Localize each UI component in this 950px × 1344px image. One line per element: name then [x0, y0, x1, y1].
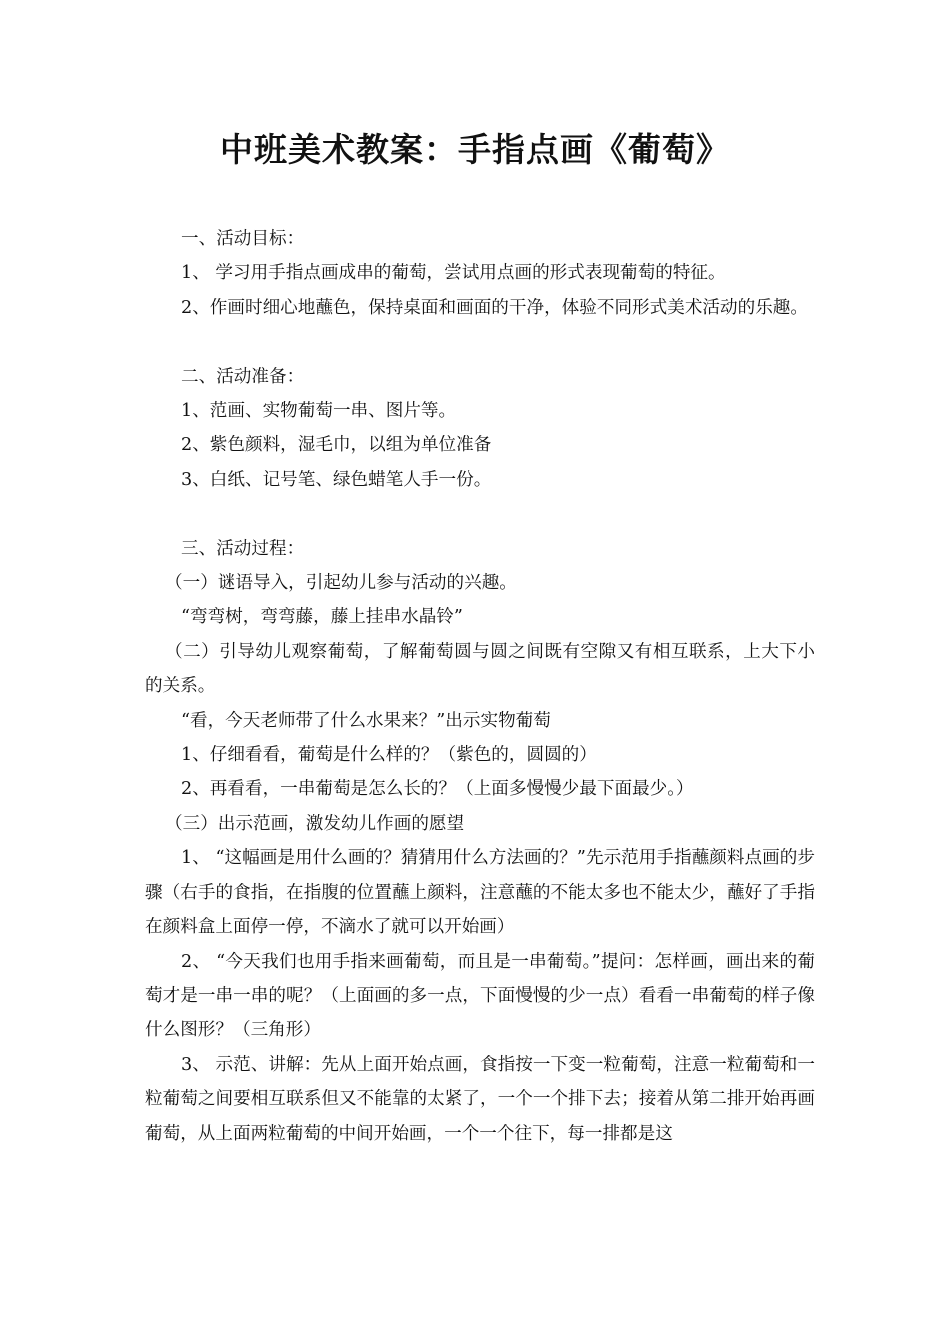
teacher-quote: “看，今天老师带了什么水果来？”出示实物葡萄: [181, 710, 551, 731]
demo-step-3: 3、 示范、讲解：先从上面开始点画，食指按一下变一粒葡萄，注意一粒葡萄和一粒葡萄之间要相互联系但又不能靠的太紧了，一个一个排下去；接着从第二排开始再画葡萄，从上面两粒葡萄的中间开始画，一个一个往下，每一排都是这: [145, 1054, 815, 1144]
question-1: 1、仔细看看，葡萄是什么样的？（紫色的，圆圆的）: [181, 745, 597, 766]
section-heading-goals: 一、活动目标：: [181, 229, 305, 249]
document-title: 中班美术教案：手指点画《葡萄》: [220, 130, 730, 169]
prep-item-1: 1、范画、实物葡萄一串、图片等。: [181, 401, 457, 422]
process-step-1: （一）谜语导入，引起幼儿参与活动的兴趣。: [165, 573, 517, 594]
prep-item-2: 2、紫色颜料，湿毛巾，以组为单位准备: [181, 435, 492, 456]
process-step-3: （三）出示范画，激发幼儿作画的愿望: [165, 813, 465, 834]
document-body: [145, 222, 815, 1151]
paragraph-spacer: [145, 325, 815, 359]
paragraph-spacer: [145, 497, 815, 531]
riddle-text: “弯弯树，弯弯藤，藤上挂串水晶铃”: [181, 607, 463, 628]
question-2: 2、再看看，一串葡萄是怎么长的？（上面多慢慢少最下面最少。）: [181, 779, 694, 800]
goal-item-2: 2、作画时细心地蘸色，保持桌面和画面的干净，体验不同形式美术活动的乐趣。: [181, 297, 808, 318]
goal-item-1: 1、 学习用手指点画成串的葡萄，尝试用点画的形式表现葡萄的特征。: [181, 263, 726, 284]
prep-item-3: 3、白纸、记号笔、绿色蜡笔人手一份。: [181, 469, 492, 490]
section-heading-prep: 二、活动准备：: [181, 366, 305, 387]
section-heading-process: 三、活动过程：: [181, 538, 305, 559]
process-step-2: （二）引导幼儿观察葡萄，了解葡萄圆与圆之间既有空隙又有相互联系，上大下小的关系。: [145, 641, 815, 697]
demo-step-2: 2、 “今天我们也用手指来画葡萄，而且是一串葡萄。”提问：怎样画，画出来的葡萄才是一串一串的呢？（上面画的多一点，下面慢慢的少一点）看看一串葡萄的样子像什么图形？（三角形）: [145, 951, 815, 1041]
demo-step-1: 1、 “这幅画是用什么画的？猜猜用什么方法画的？”先示范用手指蘸颜料点画的步骤（右手的食指，在指腹的位置蘸上颜料，注意蘸的不能太多也不能太少，蘸好了手指在颜料盒上面停一停，不滴水了就可以开始画）: [145, 848, 815, 938]
